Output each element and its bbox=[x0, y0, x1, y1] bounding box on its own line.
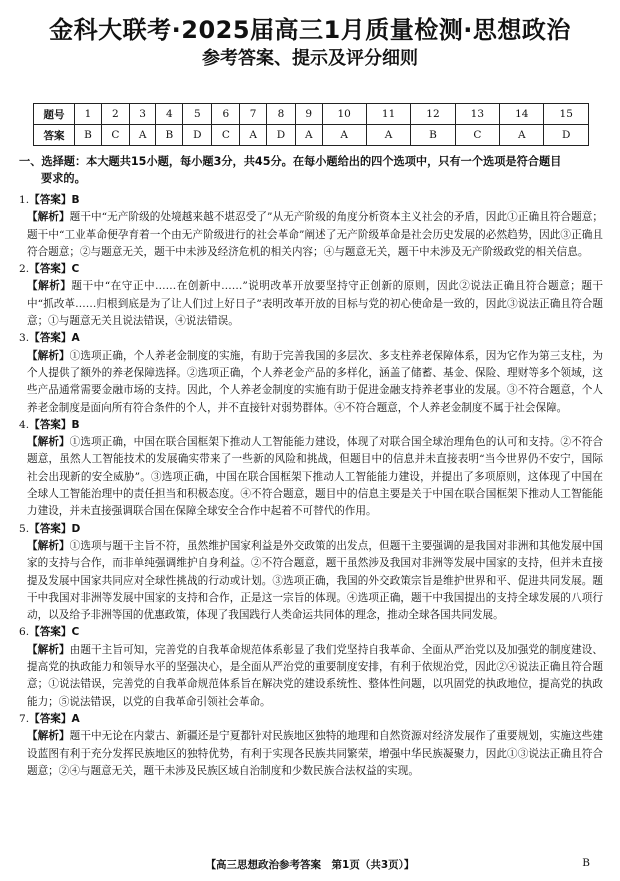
answer-cell: C bbox=[455, 125, 499, 146]
answer-label: 【答案】B bbox=[29, 418, 80, 431]
question-number-cell: 9 bbox=[295, 104, 322, 125]
page-title: 金科大联考·2025届高三1月质量检测·思想政治 bbox=[49, 16, 571, 44]
explanation-paragraph bbox=[19, 538, 603, 624]
question-number-cell: 8 bbox=[266, 104, 295, 125]
question-number: 5. bbox=[19, 522, 30, 535]
question-block bbox=[19, 330, 603, 416]
row-label-number: 题号 bbox=[34, 104, 75, 125]
explanation-label: 【解析】 bbox=[27, 349, 70, 362]
question-block bbox=[19, 521, 603, 625]
question-block bbox=[19, 417, 603, 521]
answer-table bbox=[33, 103, 589, 146]
explanation-label: 【解析】 bbox=[27, 280, 72, 293]
answer-line bbox=[19, 192, 603, 209]
answer-label: 【答案】D bbox=[29, 522, 81, 535]
paper-version-letter: B bbox=[582, 857, 590, 869]
answer-label: 【答案】C bbox=[29, 626, 80, 639]
explanations bbox=[19, 192, 603, 780]
question-number: 6. bbox=[19, 626, 30, 639]
answer-label: 【答案】A bbox=[29, 712, 80, 725]
page-subtitle: 参考答案、提示及评分细则 bbox=[202, 48, 418, 69]
section-heading-line2: 要求的。 bbox=[41, 172, 86, 185]
question-number: 7. bbox=[19, 712, 30, 725]
question-number-cell: 2 bbox=[101, 104, 129, 125]
answer-cell: A bbox=[322, 125, 366, 146]
question-number: 4. bbox=[19, 418, 30, 431]
explanation-label: 【解析】 bbox=[27, 730, 70, 743]
row-label-answer: 答案 bbox=[34, 125, 75, 146]
answer-cell: A bbox=[129, 125, 156, 146]
question-block bbox=[19, 624, 603, 710]
answer-label: 【答案】A bbox=[29, 332, 80, 345]
answer-cell: D bbox=[266, 125, 295, 146]
answer-cell: A bbox=[366, 125, 410, 146]
question-block bbox=[19, 261, 603, 330]
explanation-text: ①选项正确，中国在联合国框架下推动人工智能能力建设，体现了对联合国全球治理角色的认可和支持。②不符合题意，虽然人工智能技术的发展确实带来了一些新的风险和挑战，但题目中的信息并未直接表明“当今世界仍不安宁，国际社会出现新的安全威胁”。③选项正确，中国在联合国框架下推动人工智能能力建设，并提出了多项原则，这体现了中国在全球人工智能治理中的责任担当和积极态度。④不符合题意，题目中的信息主要是关于中国在联合国框架下推动人工智能能力建设，并未直接强调联合国在保障全球安全合作中起着不可替代的作用。 bbox=[27, 436, 603, 518]
answer-cell: A bbox=[295, 125, 322, 146]
answer-cell: A bbox=[240, 125, 267, 146]
explanation-label: 【解析】 bbox=[27, 211, 70, 224]
explanation-paragraph bbox=[19, 209, 603, 261]
explanation-text: ①选项正确，个人养老金制度的实施，有助于完善我国的多层次、多支柱养老保障体系，因为它作为第三支柱，为个人提供了额外的养老保障选择。②选项正确，个人养老金产品的多样化，涵盖了储蓄、基金、保险、理财等多个领域，这些产品通常需要金融市场的支持。因此，个人养老金制度的实施有助于促进金融支持养老事业的发展。③不符合题意，个人养老金制度是面向所有符合条件的个人，并不直接针对弱势群体。④不符合题意，个人养老金制度不属于社会保障。 bbox=[27, 349, 603, 414]
explanation-text: 由题干主旨可知，完善党的自我革命规范体系彰显了我们党坚持自我革命、全面从严治党以及加强党的制度建设、提高党的执政能力和领导水平的坚强决心，是全面从严治党的重要制度安排，有利于依规治党，因此②④说法正确且符合题意；①说法错误，完善党的自我革命规范体系旨在解决党的建设系统性、整体性问题，以巩固党的执政地位，提高党的执政能力；⑤说法错误，以党的自我革命引领社会革命。 bbox=[27, 643, 603, 708]
question-number-cell: 1 bbox=[75, 104, 102, 125]
question-block bbox=[19, 192, 603, 261]
question-number: 2. bbox=[19, 263, 30, 276]
question-number-cell: 15 bbox=[544, 104, 589, 125]
question-number-cell: 12 bbox=[411, 104, 455, 125]
question-block bbox=[19, 711, 603, 780]
section-heading bbox=[19, 153, 603, 187]
answer-cell: D bbox=[183, 125, 212, 146]
explanation-text: 题干中无论在内蒙古、新疆还是宁夏都针对民族地区独特的地理和自然资源对经济发展作了重要规划，实施这些建设蓝图有利于充分发挥民族地区的独特优势，有利于实现各民族共同繁荣，增强中华民族凝聚力，因此①③说法正确且符合题意；②④与题意无关，题干未涉及民族区域自治制度和少数民族合法权益的实现。 bbox=[27, 730, 603, 777]
answer-line bbox=[19, 330, 603, 347]
explanation-paragraph bbox=[19, 348, 603, 417]
answer-cell: C bbox=[212, 125, 240, 146]
question-number-row bbox=[34, 104, 589, 125]
question-number-cell: 10 bbox=[322, 104, 366, 125]
answer-line bbox=[19, 417, 603, 434]
explanation-label: 【解析】 bbox=[27, 436, 70, 449]
question-number-cell: 11 bbox=[366, 104, 410, 125]
answer-line bbox=[19, 711, 603, 728]
answer-cell: D bbox=[544, 125, 589, 146]
question-number-cell: 3 bbox=[129, 104, 156, 125]
answer-line bbox=[19, 261, 603, 278]
page-footer: 【高三思想政治参考答案 第1页（共3页）】 bbox=[205, 859, 415, 871]
question-number-cell: 6 bbox=[212, 104, 240, 125]
answer-cell: B bbox=[411, 125, 455, 146]
explanation-label: 【解析】 bbox=[27, 539, 70, 552]
answer-label: 【答案】C bbox=[29, 263, 80, 276]
answer-cell: A bbox=[500, 125, 544, 146]
question-number: 1. bbox=[19, 194, 30, 206]
section-heading-line1: 一、选择题：本大题共15小题，每小题3分，共45分。在每小题给出的四个选项中，只有一个选项是符合题目 bbox=[19, 155, 562, 168]
explanation-label: 【解析】 bbox=[27, 643, 70, 656]
answer-cell: C bbox=[101, 125, 129, 146]
answer-line bbox=[19, 521, 603, 538]
question-number: 3. bbox=[19, 332, 30, 345]
question-number-cell: 5 bbox=[183, 104, 212, 125]
question-number-cell: 4 bbox=[156, 104, 183, 125]
answer-label: 【答案】B bbox=[29, 194, 80, 206]
explanation-text: ①选项与题干主旨不符，虽然维护国家利益是外交政策的出发点，但题干主要强调的是我国对非洲和其他发展中国家的支持与合作，而非单纯强调维护自身利益。②不符合题意，题干虽然涉及我国对非洲等发展中国家的支持，但并未直接提及发展中国家共同应对全球性挑战的行动或计划。③选项正确，我国的外交政策宗旨是维护世界和平、促进共同发展。题干中我国对非洲等发展中国家的支持和合作，正是这一宗旨的体现。④选项正确，题干中我国提出的支持全球发展的八项行动，以及给予非洲等国的优惠政策，体现了我国践行人类命运共同体的理念，推动全球各国共同发展。 bbox=[27, 539, 603, 622]
explanation-paragraph bbox=[19, 642, 603, 711]
question-number-cell: 14 bbox=[500, 104, 544, 125]
question-number-cell: 7 bbox=[240, 104, 267, 125]
question-number-cell: 13 bbox=[455, 104, 499, 125]
explanation-paragraph bbox=[19, 728, 603, 780]
answer-line bbox=[19, 624, 603, 641]
answer-row bbox=[34, 125, 589, 146]
explanation-text: 题干中“无产阶级的处境越来越不堪忍受了”从无产阶级的角度分析资本主义社会的矛盾，因此①正确且符合题意；题干中“工业革命便孕育着一个由无产阶级进行的社会革命”阐述了无产阶级革命是社会历史发展的必然趋势，因此③正确且符合题意；②与题意无关，题干中未涉及经济危机的相关内容；④与题意无关，题干中未涉及无产阶级政党的相关信息。 bbox=[27, 211, 604, 258]
answer-cell: B bbox=[75, 125, 102, 146]
answer-cell: B bbox=[156, 125, 183, 146]
explanation-text: 题干中“在守正中……在创新中……”说明改革开放要坚持守正创新的原则，因此②说法正确且符合题意；题干中“抓改革……归根到底是为了让人们过上好日子”表明改革开放的目标与党的初心使命是一致的，因此③说法正确且符合题意；①与题意无关且说法错误，④说法错误。 bbox=[27, 280, 604, 328]
explanation-paragraph bbox=[19, 434, 603, 520]
explanation-paragraph bbox=[19, 278, 603, 330]
